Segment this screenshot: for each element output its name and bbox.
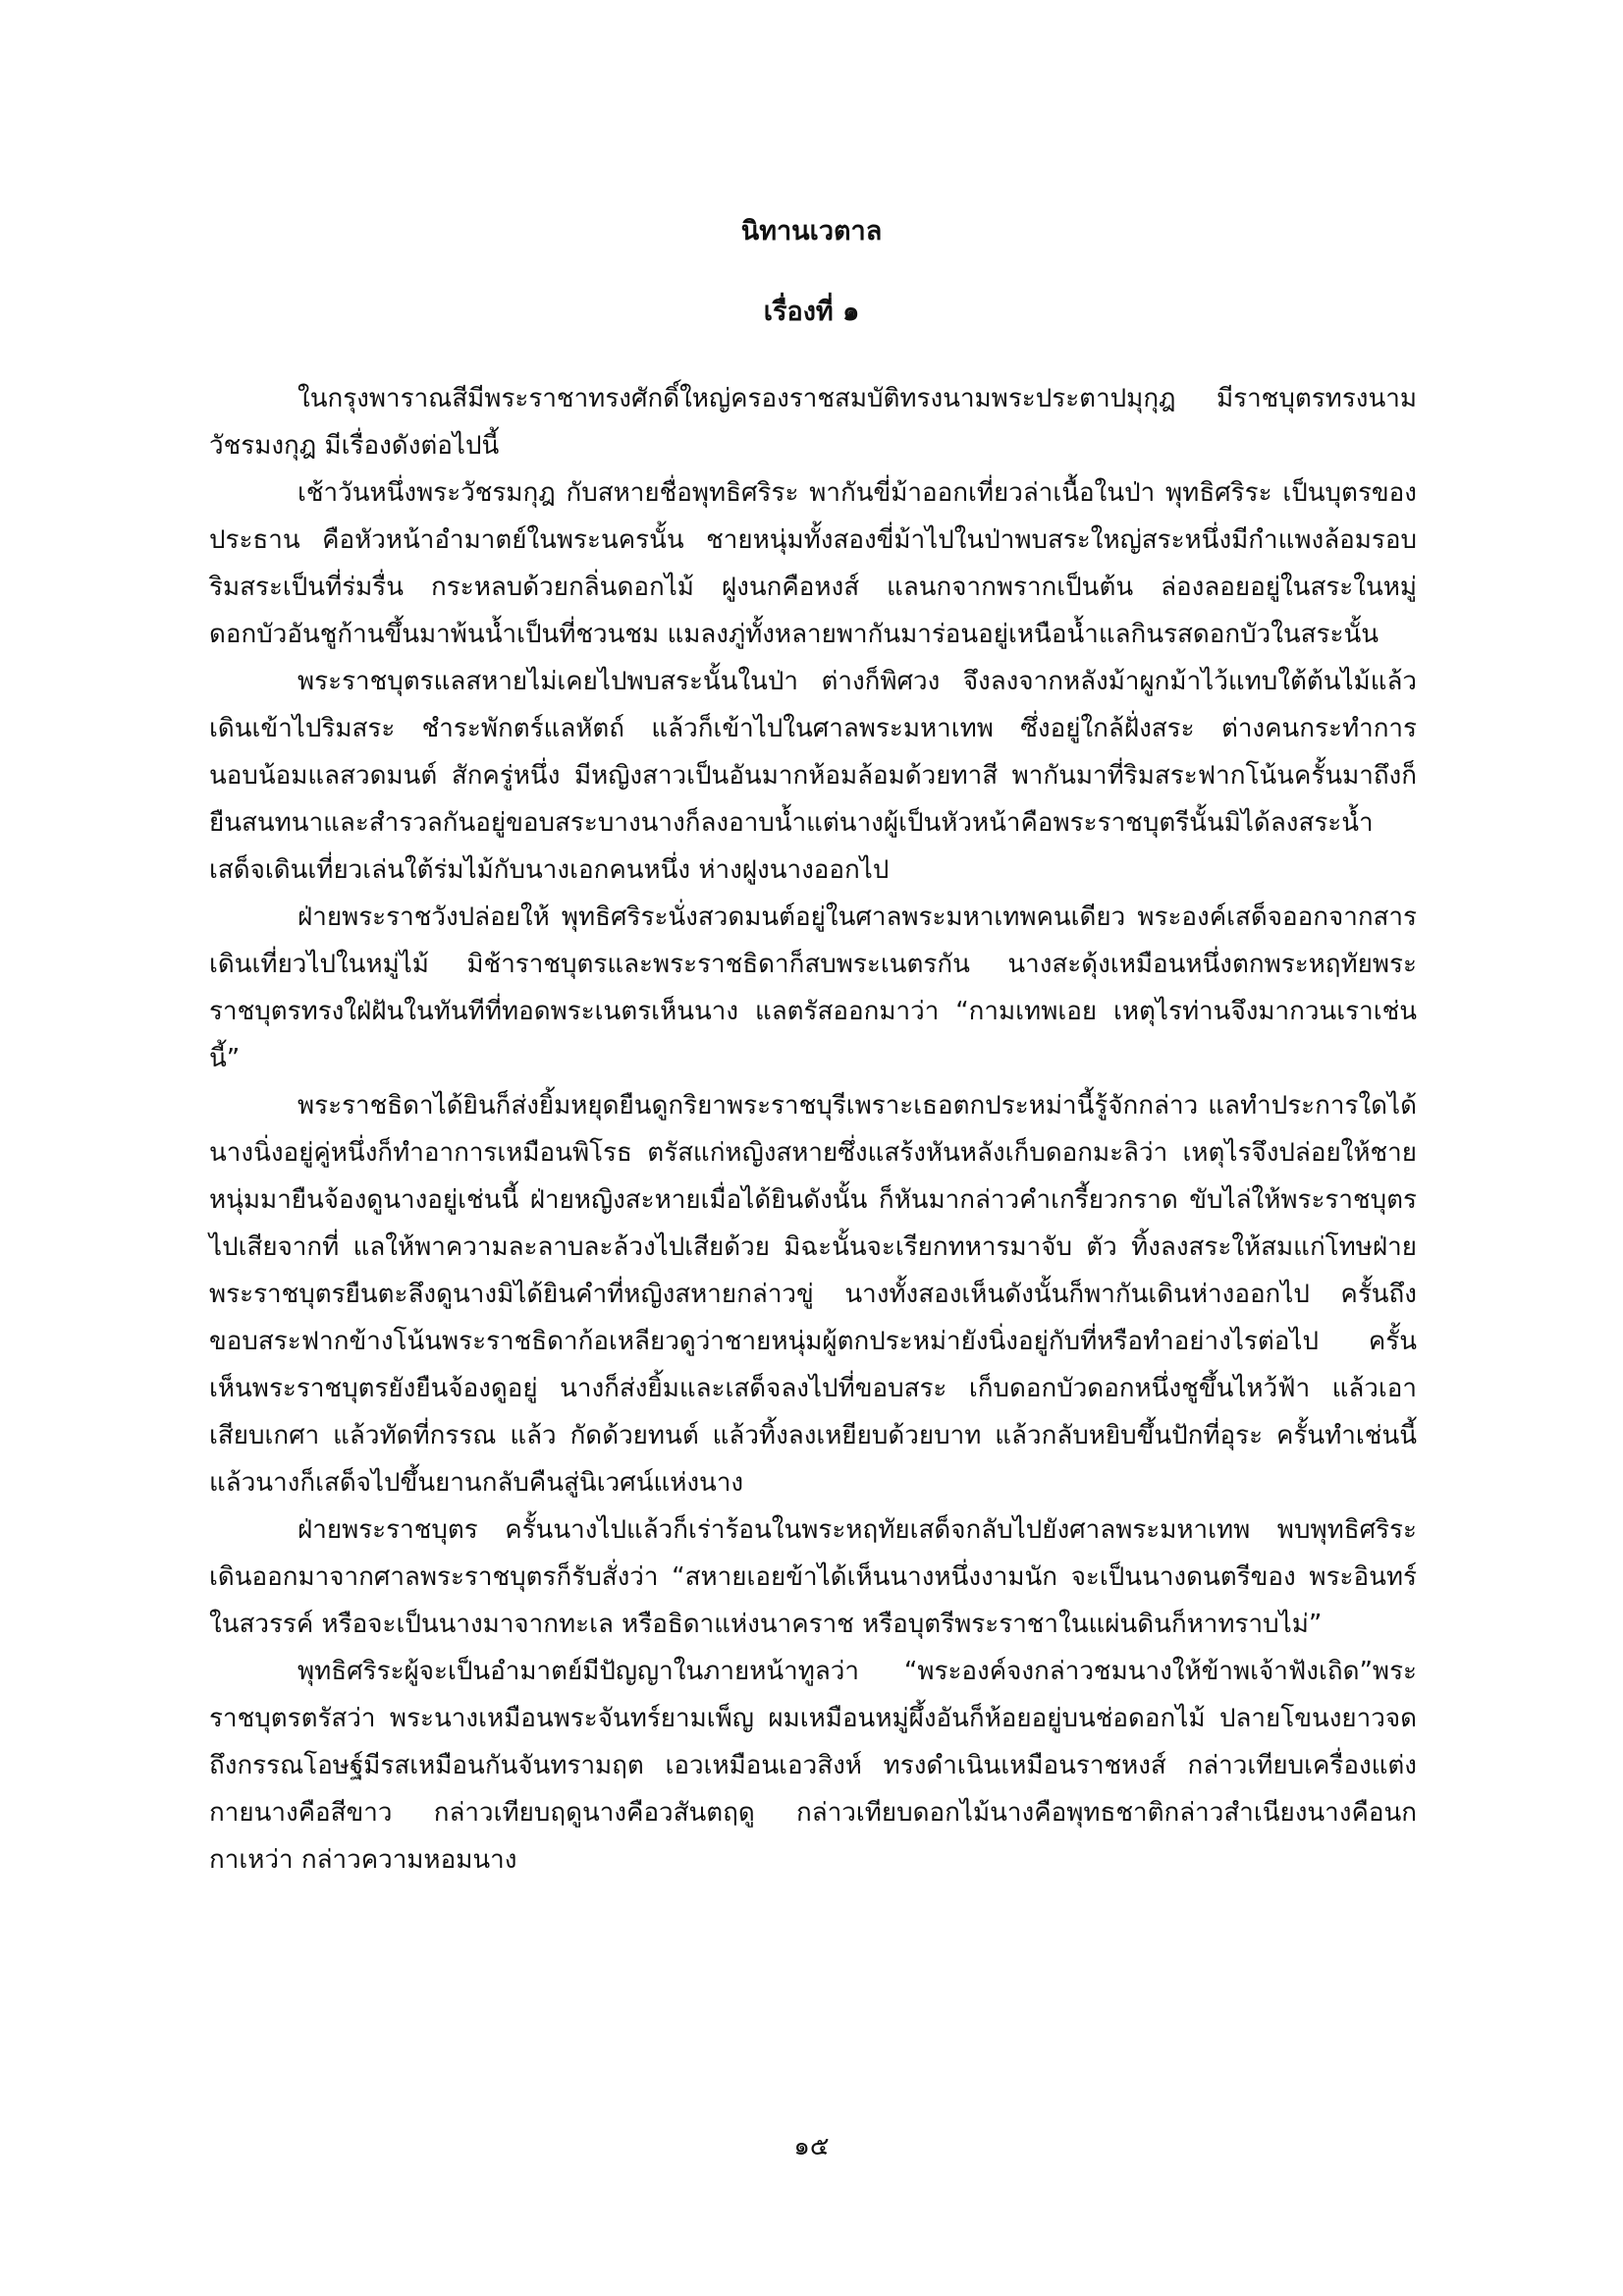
- chapter-heading: เรื่องที่ ๑: [763, 297, 860, 327]
- paragraph: พระราชธิดาได้ยินก็ส่งยิ้มหยุดยืนดูกริยาพระราชบุรีเพราะเธอตกประหม่านี้รู้จักกล่าว แลทำประการใดได้นางนิ่งอยู่คู่หนึ่งก็ทำอาการเหมือนพิโรธ ตรัสแก่หญิงสหายซึ่งแสร้งหันหลังเก็บดอกมะลิว่า เหตุไรจึงปล่อยให้ชายหนุ่มมายืนจ้องดูนางอยู่เช่นนี้ ฝ่ายหญิงสะหายเมื่อได้ยินดังนั้น ก็หันมากล่าวคำเกรี้ยวกราด ขับไล่ให้พระราชบุตรไปเสียจากที่ แลให้พาความละลาบละล้วงไปเสียด้วย มิฉะนั้นจะเรียกทหารมาจับ ตัว ทิ้งลงสระให้สมแก่โทษฝ่ายพระราชบุตรยืนตะลึงดูนางมิได้ยินคำที่หญิงสหายกล่าวขู่ นางทั้งสองเห็นดังนั้นก็พากันเดินห่างออกไป ครั้นถึงขอบสระฟากข้างโน้นพระราชธิดาก้อเหลียวดูว่าชายหนุ่มผู้ตกประหม่ายังนิ่งอยู่กับที่หรือทำอย่างไรต่อไป ครั้นเห็นพระราชบุตรยังยืนจ้องดูอยู่ นางก็ส่งยิ้มและเสด็จลงไปที่ขอบสระ เก็บดอกบัวดอกหนึ่งชูขึ้นไหว้ฟ้า แล้วเอาเสียบเกศา แล้วทัดที่กรรณ แล้ว กัดด้วยทนต์ แล้วทิ้งลงเหยียบด้วยบาท แล้วกลับหยิบขึ้นปักที่อุระ ครั้นทำเช่นนี้แล้วนางก็เสด็จไปขึ้นยานกลับคืนสู่นิเวศน์แห่งนาง: [209, 1091, 1417, 1498]
- paragraph: พระราชบุตรแลสหายไม่เคยไปพบสระนั้นในป่า ต่างก็พิศวง จึงลงจากหลังม้าผูกม้าไว้แทบใต้ต้นไม้แล้วเดินเข้าไปริมสระ ชำระพักตร์แลหัตถ์ แล้วก็เข้าไปในศาลพระมหาเทพ ซึ่งอยู่ใกล้ฝั่งสระ ต่างคนกระทำการนอบน้อมแลสวดมนต์ สักครู่หนึ่ง มีหญิงสาวเป็นอันมากห้อมล้อมด้วยทาสี พากันมาที่ริมสระฟากโน้นครั้นมาถึงก็ยืนสนทนาและสำรวลกันอยู่ขอบสระบางนางก็ลงอาบน้ำแต่นางผู้เป็นหัวหน้าคือพระราชบุตรีนั้นมิได้ลงสระน้ำเสด็จเดินเที่ยวเล่นใต้ร่มไม้กับนางเอกคนหนึ่ง ห่างฝูงนางออกไป: [209, 667, 1417, 885]
- paragraph: ฝ่ายพระราชบุตร ครั้นนางไปแล้วก็เร่าร้อนในพระหฤทัยเสด็จกลับไปยังศาลพระมหาเทพ พบพุทธิศริระเดินออกมาจากศาลพระราชบุตรก็รับสั่งว่า “สหายเอยข้าได้เห็นนางหนึ่งงามนัก จะเป็นนางดนตรีของ พระอินทร์ในสวรรค์ หรือจะเป็นนางมาจากทะเล หรือธิดาแห่งนาคราช หรือบุตรีพระราชาในแผ่นดินก็หาทราบไม่”: [209, 1515, 1417, 1639]
- paragraph: พุทธิศริระผู้จะเป็นอำมาตย์มีปัญญาในภายหน้าทูลว่า “พระองค์จงกล่าวชมนางให้ข้าพเจ้าฟังเถิด”พระราชบุตรตรัสว่า พระนางเหมือนพระจันทร์ยามเพ็ญ ผมเหมือนหมู่ผึ้งอันก็ห้อยอยู่บนช่อดอกไม้ ปลายโขนงยาวจดถึงกรรณโอษฐ์มีรสเหมือนกันจันทรามฤต เอวเหมือนเอวสิงห์ ทรงดำเนินเหมือนราชหงส์ กล่าวเทียบเครื่องแต่งกายนางคือสีขาว กล่าวเทียบฤดูนางคือวสันตฤดู กล่าวเทียบดอกไม้นางคือพุทธชาติกล่าวสำเนียงนางคือนกกาเหว่า กล่าวความหอมนาง: [209, 1657, 1417, 1875]
- page-number: ๑๕: [793, 2132, 830, 2161]
- document-title: นิทานเวตาล: [740, 216, 883, 246]
- document-body: [209, 375, 1417, 1884]
- paragraph: ในกรุงพาราณสีมีพระราชาทรงศักดิ์ใหญ่ครองราชสมบัติทรงนามพระประตาปมุกุฎ มีราชบุตรทรงนามวัชรมงกุฎ มีเรื่องดังต่อไปนี้: [209, 384, 1417, 461]
- paragraph: เช้าวันหนึ่งพระวัชรมกุฎ กับสหายชื่อพุทธิศริระ พากันขี่ม้าออกเที่ยวล่าเนื้อในป่า พุทธิศริระ เป็นบุตรของประธาน คือหัวหน้าอำมาตย์ในพระนครนั้น ชายหนุ่มทั้งสองขี่ม้าไปในป่าพบสระใหญ่สระหนึ่งมีกำแพงล้อมรอบริมสระเป็นที่ร่มรื่น กระหลบด้วยกลิ่นดอกไม้ ฝูงนกคือหงส์ แลนกจากพรากเป็นต้น ล่องลอยอยู่ในสระในหมู่ดอกบัวอันชูก้านขึ้นมาพ้นน้ำเป็นที่ชวนชม แมลงภู่ทั้งหลายพากันมาร่อนอยู่เหนือน้ำแลกินรสดอกบัวในสระนั้น: [209, 478, 1417, 649]
- paragraph: ฝ่ายพระราชวังปล่อยให้ พุทธิศริระนั่งสวดมนต์อยู่ในศาลพระมหาเทพคนเดียว พระองค์เสด็จออกจากสารเดินเที่ยวไปในหมู่ไม้ มิช้าราชบุตรและพระราชธิดาก็สบพระเนตรกัน นางสะดุ้งเหมือนหนึ่งตกพระหฤทัยพระราชบุตรทรงใฝ่ฝันในทันทีที่ทอดพระเนตรเห็นนาง แลตรัสออกมาว่า “กามเทพเอย เหตุไรท่านจึงมากวนเราเช่นนี้”: [209, 902, 1417, 1073]
